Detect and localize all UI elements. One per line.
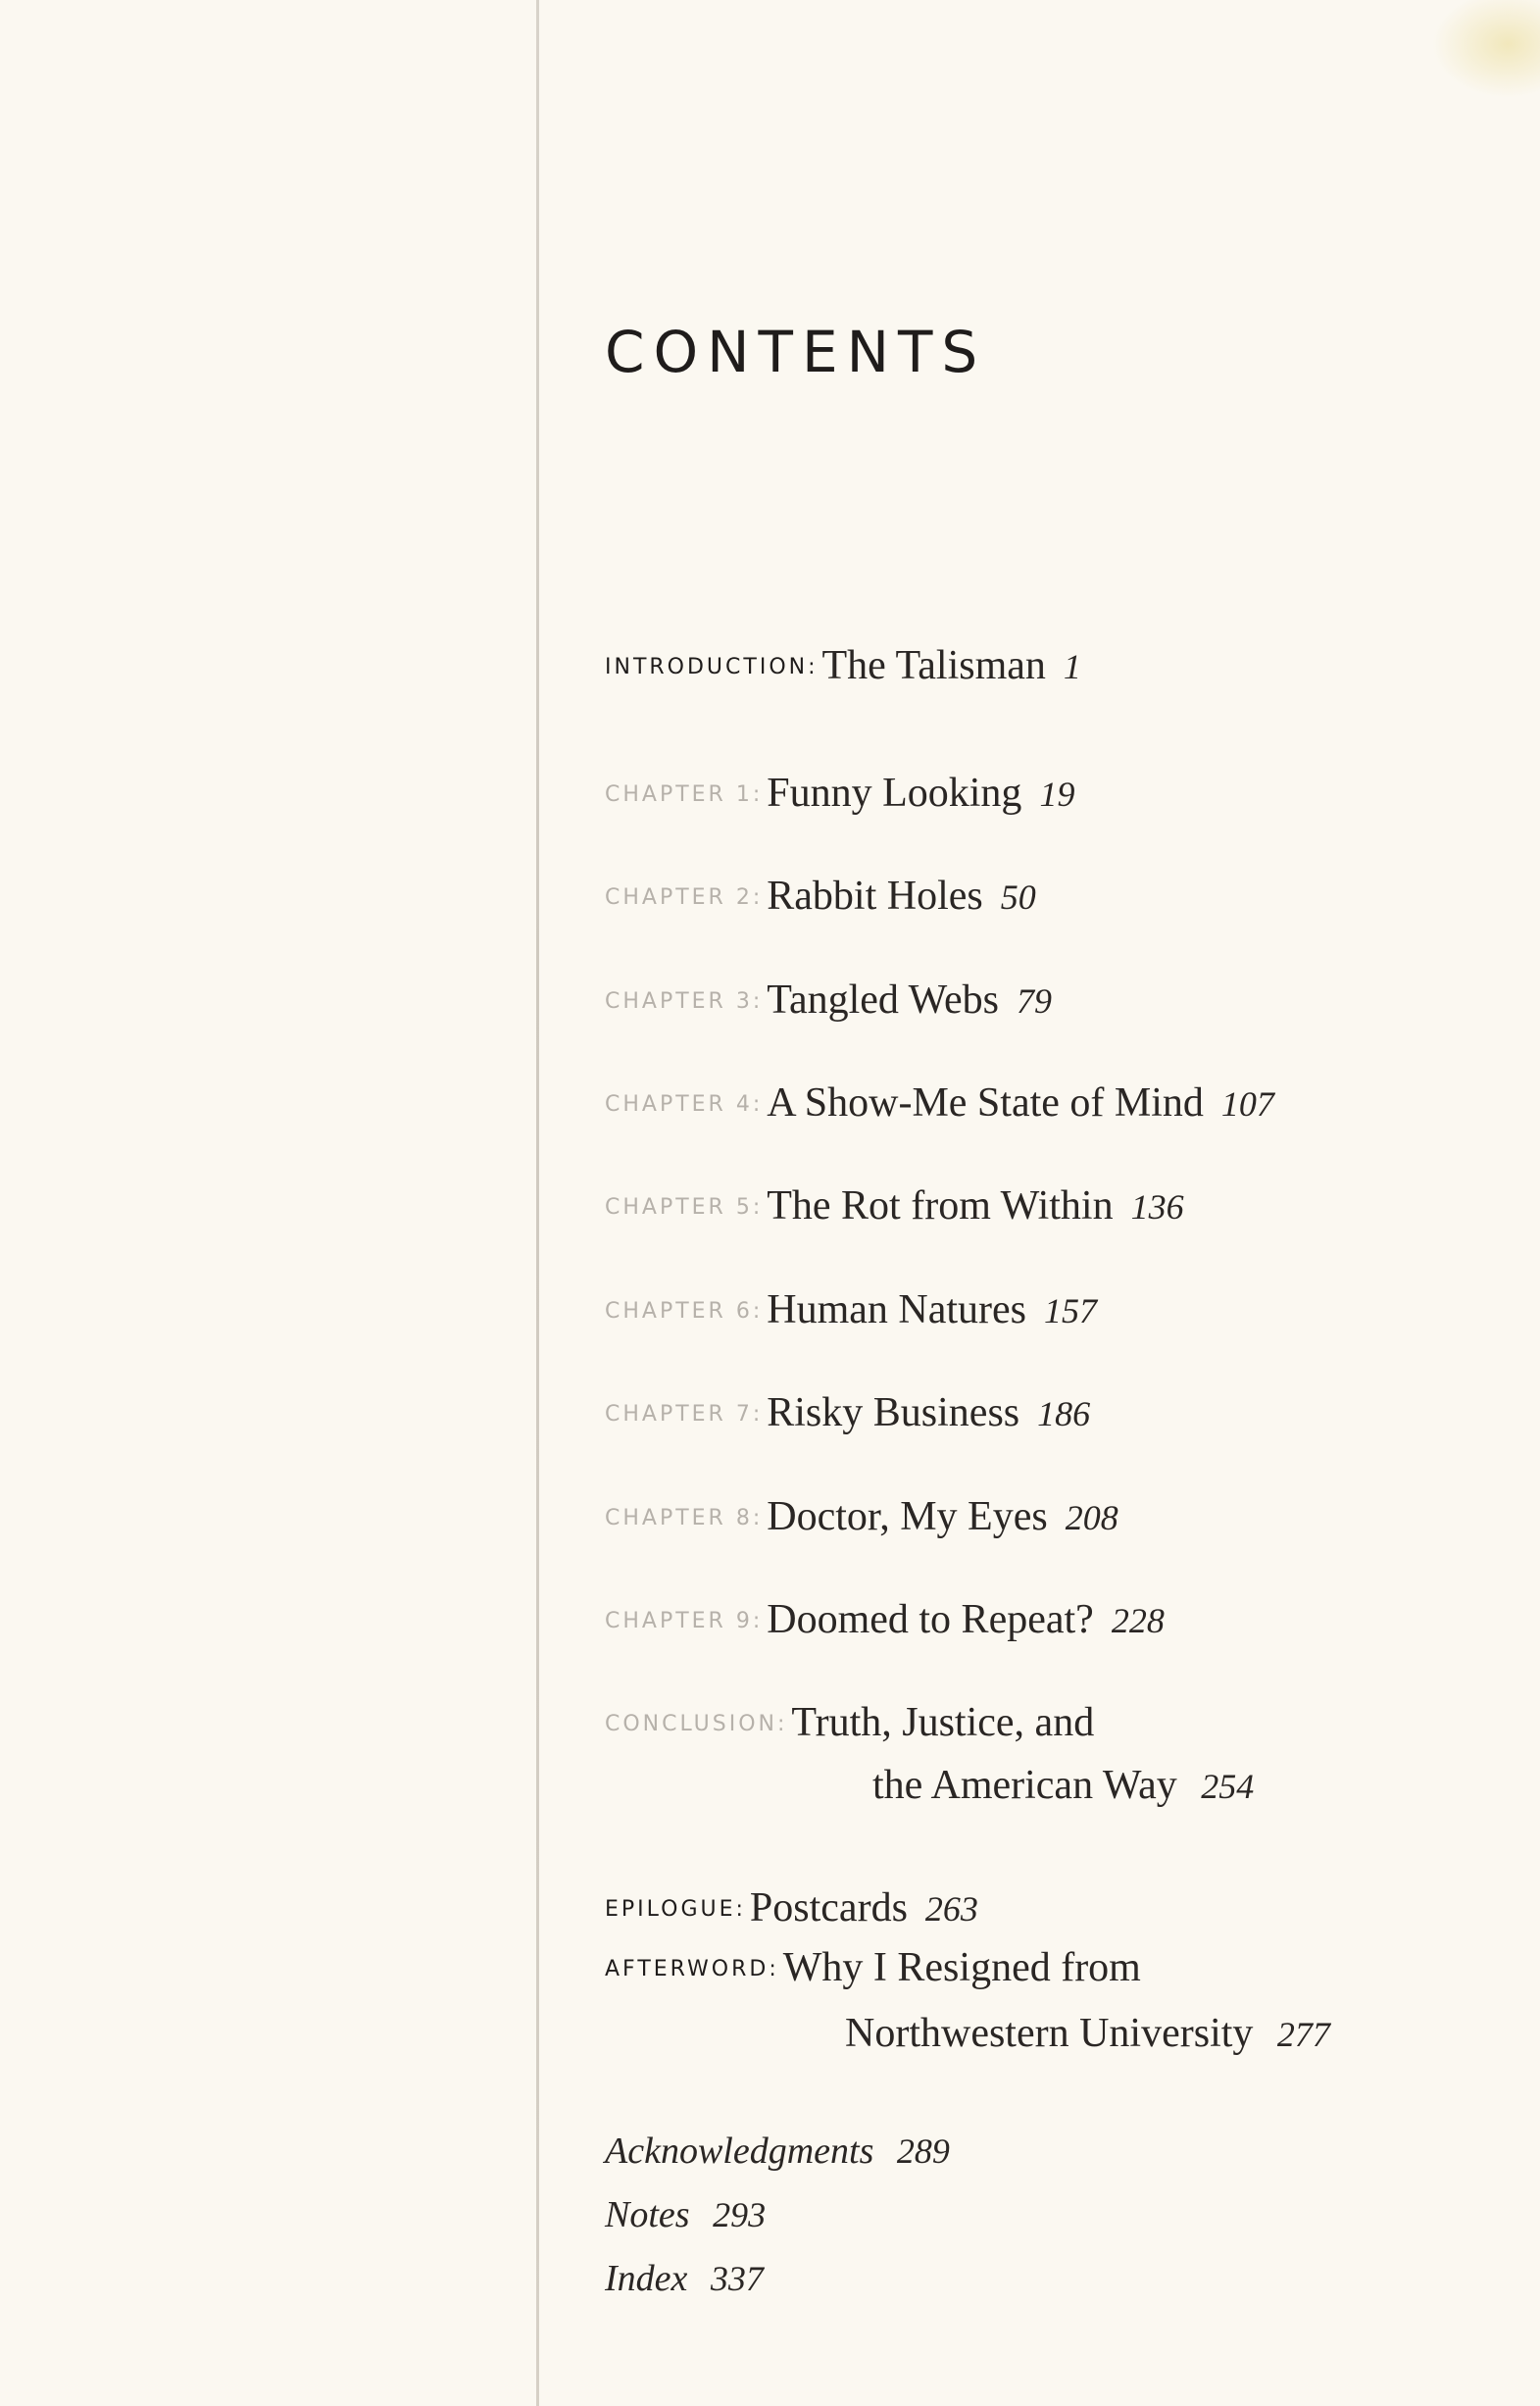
entry-label: CHAPTER 8:	[605, 1506, 764, 1530]
entry-title-line1: Truth, Justice, and	[791, 1700, 1095, 1745]
entry-page: 19	[1039, 775, 1075, 814]
page-gutter-line	[536, 0, 539, 2406]
entry-label: CHAPTER 5:	[605, 1195, 764, 1220]
toc-entry-chapter-4[interactable]	[605, 1079, 1274, 1127]
entry-title: The Talisman	[821, 643, 1046, 688]
toc-entry-chapter-9[interactable]	[605, 1596, 1165, 1643]
entry-page: 277	[1276, 2015, 1330, 2054]
entry-title-line2: Northwestern University	[845, 2011, 1254, 2056]
entry-title: Index	[605, 2258, 688, 2299]
paper-stain	[1432, 0, 1540, 98]
toc-entry-index[interactable]	[605, 2257, 764, 2300]
entry-title: The Rot from Within	[767, 1183, 1114, 1228]
entry-page: 228	[1111, 1601, 1165, 1640]
toc-entry-conclusion[interactable]	[605, 1699, 1094, 1746]
toc-entry-chapter-3[interactable]	[605, 977, 1052, 1024]
toc-entry-introduction[interactable]	[605, 642, 1081, 689]
entry-label: CONCLUSION:	[605, 1712, 788, 1736]
entry-title-line2: the American Way	[872, 1763, 1177, 1808]
entry-page: 208	[1065, 1498, 1118, 1537]
entry-title: Rabbit Holes	[767, 874, 983, 919]
entry-title: Doomed to Repeat?	[767, 1597, 1094, 1642]
entry-label: EPILOGUE:	[605, 1897, 746, 1922]
entry-title: Doctor, My Eyes	[767, 1494, 1048, 1539]
toc-entry-chapter-1[interactable]	[605, 770, 1074, 817]
entry-page: 50	[1000, 877, 1036, 917]
entry-title: Acknowledgments	[605, 2130, 874, 2172]
toc-entry-chapter-5[interactable]	[605, 1182, 1184, 1229]
entry-title: A Show-Me State of Mind	[767, 1080, 1204, 1126]
entry-title: Human Natures	[767, 1287, 1027, 1332]
entry-label: CHAPTER 6:	[605, 1299, 764, 1324]
toc-entry-notes[interactable]	[605, 2193, 766, 2236]
entry-page: 289	[896, 2131, 950, 2171]
entry-page: 157	[1044, 1291, 1098, 1330]
entry-title: Postcards	[749, 1885, 908, 1930]
toc-entry-chapter-2[interactable]	[605, 873, 1036, 920]
toc-entry-chapter-7[interactable]	[605, 1389, 1090, 1436]
entry-page: 1	[1063, 647, 1081, 686]
entry-page: 263	[924, 1889, 978, 1929]
entry-title: Funny Looking	[767, 771, 1022, 816]
entry-label: INTRODUCTION:	[605, 655, 819, 679]
entry-page: 107	[1220, 1084, 1274, 1124]
toc-entry-afterword[interactable]	[605, 1944, 1141, 1991]
entry-label: CHAPTER 4:	[605, 1092, 764, 1117]
entry-label: AFTERWORD:	[605, 1957, 779, 1981]
entry-page: 293	[713, 2195, 767, 2234]
toc-entry-epilogue[interactable]	[605, 1884, 978, 1931]
entry-label: CHAPTER 7:	[605, 1402, 764, 1427]
entry-label: CHAPTER 2:	[605, 885, 764, 910]
entry-page: 79	[1016, 981, 1052, 1021]
entry-page: 136	[1130, 1187, 1184, 1227]
toc-entry-acknowledgments[interactable]	[605, 2130, 950, 2173]
entry-page: 186	[1037, 1394, 1091, 1433]
entry-title: Risky Business	[767, 1390, 1020, 1435]
entry-label: CHAPTER 3:	[605, 989, 764, 1014]
entry-title-line1: Why I Resigned from	[782, 1945, 1141, 1990]
entry-label: CHAPTER 9:	[605, 1609, 764, 1633]
entry-label: CHAPTER 1:	[605, 782, 764, 807]
entry-page: 254	[1201, 1767, 1255, 1806]
page-title: CONTENTS	[605, 319, 987, 385]
toc-entry-chapter-8[interactable]	[605, 1493, 1118, 1540]
toc-entry-afterword-line2[interactable]	[845, 2010, 1330, 2057]
entry-title: Tangled Webs	[767, 977, 999, 1023]
entry-page: 337	[710, 2259, 764, 2298]
toc-entry-conclusion-line2[interactable]	[872, 1762, 1254, 1809]
entry-title: Notes	[605, 2194, 690, 2235]
toc-entry-chapter-6[interactable]	[605, 1286, 1097, 1333]
